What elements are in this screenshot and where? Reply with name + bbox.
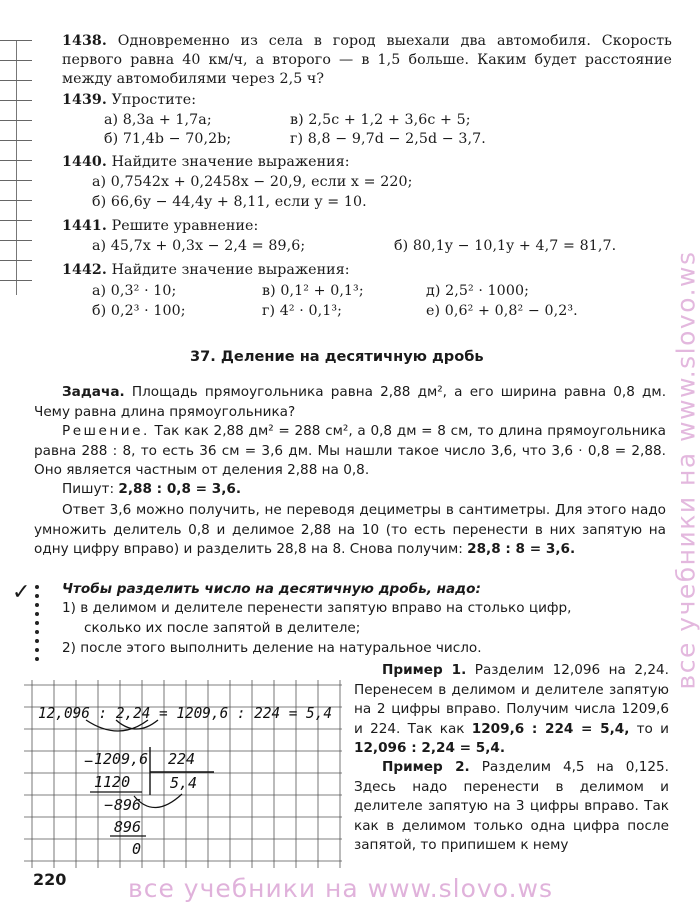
example-label: Пример 2. — [382, 759, 470, 775]
example-1 — [354, 661, 669, 759]
margin-rule — [16, 40, 17, 295]
margin-tick — [0, 180, 32, 181]
problem-text: Одновременно из села в город выехали два автомобиля. Скорость первого равна 40 км/ч, а второго — в 1,5 больше. Каким будет расстояние между автомобилями через 2,5 ч? — [62, 33, 672, 87]
rule-dot — [35, 594, 39, 598]
item-d: д) 2,5² · 1000; — [426, 283, 529, 299]
item-b: б) 80,1y − 10,1y + 4,7 = 81,7. — [394, 238, 617, 254]
problem-title: Решите уравнение: — [111, 218, 259, 234]
margin-tick — [0, 240, 32, 241]
problem-title: Найдите значение выражения: — [111, 262, 350, 278]
solution-text: Так как 2,88 дм² = 288 см², а 0,8 дм = 8 см, то длина прямоугольника равна 288 : 8, то есть 36 см = 3,6 дм. Мы нашли такое число 3,6, что 3,6 · 0,8 = 2,88. Оно является частным от деления 2,88 на 0,8. — [34, 423, 666, 479]
item-a: а) 45,7x + 0,3x − 2,4 = 89,6; — [92, 238, 306, 254]
margin-tick — [0, 80, 32, 81]
answer-paragraph — [34, 501, 666, 560]
rule-item-1-cont: сколько их после запятой в делителе; — [84, 620, 361, 636]
rule-dot — [35, 648, 39, 652]
hw-divisor: 224 — [168, 750, 196, 768]
rule-dot — [35, 585, 39, 589]
margin-tick — [0, 120, 32, 121]
problem-title: Упростите: — [111, 92, 197, 108]
example-text: Разделим 12,096 на 2,24. Перенесем в делимом и делителе запятую на 2 цифры вправо. Получим числа 1209,6 и 224. Так как — [354, 662, 669, 737]
problem-number: 1438. — [62, 33, 107, 49]
side-watermark: все учебники на www.slovo.ws — [671, 250, 700, 690]
margin-tick — [0, 200, 32, 201]
item-v: в) 0,1² + 0,1³; — [262, 283, 364, 299]
solution-paragraph — [34, 422, 666, 481]
solution-label: Решение. — [62, 423, 150, 439]
example-expr: 1209,6 : 224 = 5,4, — [471, 720, 630, 737]
hw-minus: − — [104, 796, 114, 814]
problem-number: 1439. — [62, 92, 107, 108]
item-a: а) 0,7542x + 0,2458x − 20,9, если x = 220; — [92, 174, 413, 190]
answer-expr: 28,8 : 8 = 3,6. — [467, 541, 576, 558]
problem-1441 — [62, 218, 258, 234]
item-v: в) 2,5c + 1,2 + 3,6c + 5; — [290, 112, 471, 128]
answer-text: Ответ 3,6 можно получить, не переводя дециметры в сантиметры. Для этого надо умножить делитель 0,8 и делимое 2,88 на 10 (то есть перенести в них запятую на одну цифру вправо) и разделить 28,8 на 8. Снова получим: — [34, 502, 666, 558]
rule-item-2: 2) после этого выполнить деление на натуральное число. — [62, 640, 482, 656]
item-g: г) 4² · 0,1³; — [262, 303, 343, 319]
problem-number: 1441. — [62, 218, 107, 234]
write-expr: 2,88 : 0,8 = 3,6. — [118, 481, 241, 497]
item-b: б) 66,6y − 44,4y + 8,11, если y = 10. — [92, 194, 367, 210]
hw-zero: 0 — [132, 840, 142, 858]
margin-tick — [0, 260, 32, 261]
long-division-figure — [24, 680, 342, 872]
margin-tick — [0, 60, 32, 61]
problem-1440 — [62, 154, 350, 170]
item-g: г) 8,8 − 9,7d − 2,5d − 3,7. — [290, 131, 486, 147]
margin-tick — [0, 160, 32, 161]
item-a: а) 8,3a + 1,7a; — [104, 112, 212, 128]
problem-1442 — [62, 262, 350, 278]
hw-remainder: 896 — [114, 796, 142, 814]
example-mid: то и — [636, 720, 669, 737]
hw-quotient: 5,4 — [170, 774, 198, 792]
task-paragraph — [34, 383, 666, 422]
checkmark-icon: ✓ — [12, 580, 31, 605]
rule-item-1: 1) в делимом и делителе перенести запятую вправо на столько цифр, — [62, 600, 572, 616]
problem-title: Найдите значение выражения: — [111, 154, 350, 170]
section-title: 37. Деление на десятичную дробь — [190, 348, 484, 365]
rule-dot — [35, 603, 39, 607]
margin-tick — [0, 220, 32, 221]
write-line — [62, 481, 241, 497]
margin-tick — [0, 100, 32, 101]
item-b: б) 71,4b − 70,2b; — [104, 131, 232, 147]
problem-1439 — [62, 92, 196, 108]
example-label: Пример 1. — [382, 662, 467, 678]
problem-1438 — [62, 32, 672, 89]
hw-dividend: 1209,6 — [94, 750, 149, 768]
margin-tick — [0, 140, 32, 141]
example-2 — [354, 758, 669, 856]
task-label: Задача. — [62, 384, 125, 400]
hw-subtrahend: 896 — [114, 818, 142, 836]
bottom-watermark: все учебники на www.slovo.ws — [128, 874, 553, 903]
comma-arrow — [134, 794, 182, 808]
margin-tick — [0, 40, 32, 41]
margin-tick — [0, 280, 32, 281]
grid-paper — [24, 680, 342, 868]
rule-dot — [35, 612, 39, 616]
rule-dot — [35, 639, 39, 643]
page-number: 220 — [33, 870, 67, 889]
problem-number: 1442. — [62, 262, 107, 278]
rule-dot — [35, 621, 39, 625]
task-text: Площадь прямоугольника равна 2,88 дм², а его ширина равна 0,8 дм. Чему равна длина прямоугольника? — [34, 384, 667, 420]
item-e: е) 0,6² + 0,8² − 0,2³. — [426, 303, 578, 319]
write-label: Пишут: — [62, 481, 115, 497]
hw-minus: − — [84, 752, 94, 770]
rule-title: Чтобы разделить число на десятичную дробь, надо: — [62, 581, 481, 597]
rule-dot — [35, 657, 39, 661]
example-expr: 12,096 : 2,24 = 5,4. — [354, 740, 505, 757]
example-text: Разделим 4,5 на 0,125. Здесь надо перенести в делимом и делителе запятую на 3 цифры вправо. Так как в делимом только одна цифра после запятой, то припишем к нему — [354, 759, 669, 854]
rule-dot — [35, 630, 39, 634]
handwritten-equation: 12,096 : 2,24 = 1209,6 : 224 = 5,4 — [38, 704, 332, 722]
item-b: б) 0,2³ · 100; — [92, 303, 186, 319]
hw-subtrahend: 1120 — [94, 773, 131, 791]
item-a: а) 0,3² · 10; — [92, 283, 177, 299]
problem-number: 1440. — [62, 154, 107, 170]
